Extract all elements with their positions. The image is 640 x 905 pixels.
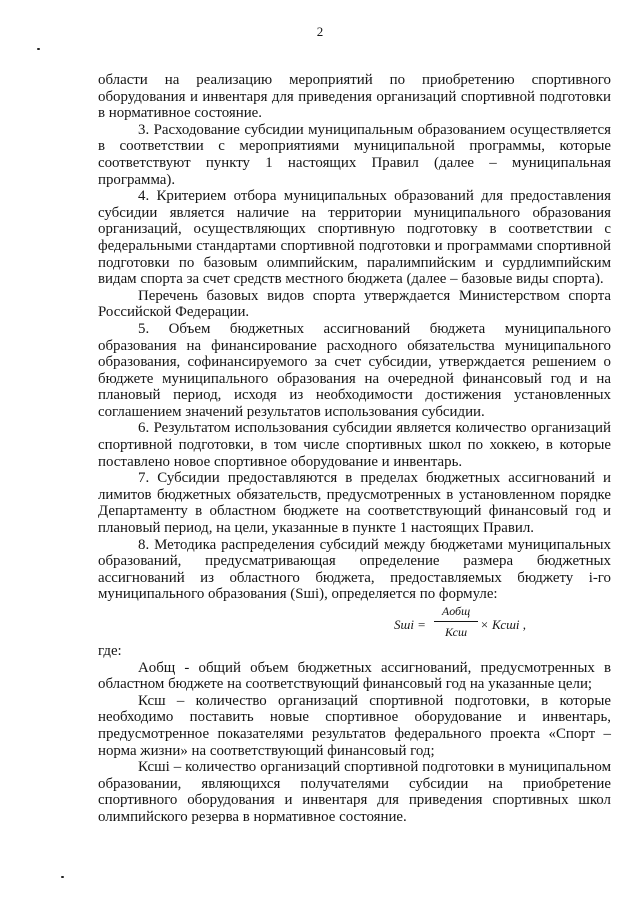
formula-fraction (434, 603, 478, 640)
paragraph-continuation: области на реализацию мероприятий по приобретению спортивного оборудования и инвентаря для приведения организаций спортивной подготовки в нормативное состояние. (98, 72, 611, 122)
definition-kshi: Ксшi – количество организаций спортивной подготовки в муниципальном образовании, являющихся получателями субсидии на приобретение спортивного оборудования и инвентаря для приведения спортивных школ олимпийского резерва в нормативное состояние. (98, 759, 611, 825)
paragraph-5: 5. Объем бюджетных ассигнований бюджета муниципального образования на финансирование расходного обязательства муниципального образования, софинансируемого за счет субсидии, утверждается решением о бюджете муниципального образования на очередной финансовый год и на плановый период, исходя из необходимости достижения установленных соглашением значений результатов использования субсидии. (98, 320, 611, 420)
document-body (98, 72, 611, 826)
fraction-bar (434, 621, 478, 622)
page-number: 2 (316, 24, 324, 39)
paragraph-6: 6. Результатом использования субсидии является количество организаций спортивной подготовки, в том числе спортивных школ по хоккею, в которые поставлено новое спортивное оборудование и инвентарь. (98, 420, 611, 470)
formula-rhs: × Ксшi , (480, 617, 527, 632)
definition-a-total: Aобщ - общий объем бюджетных ассигнований, предусмотренных в областном бюджете на соответствующий финансовый год на указанные цели; (98, 659, 611, 693)
paragraph-7: 7. Субсидии предоставляются в пределах бюджетных ассигнований и лимитов бюджетных обязательств, предусмотренных в установленном порядке Департаменту в областном бюджете на соответствующий финансовый год и плановый период, на цели, указанные в пункте 1 настоящих Правил. (98, 470, 611, 537)
where-label: где: (98, 643, 122, 659)
paragraph-8: 8. Методика распределения субсидий между бюджетами муниципальных образований, предусматривающая определение размера бюджетных ассигнований из областного бюджета, предоставляемых бюджету i-го муниципального образования (Sшi), определяется по формуле: (98, 536, 611, 603)
paragraph-4: 4. Критерием отбора муниципальных образований для предоставления субсидии является наличие на территории муниципального образования организаций, осуществляющих спортивную подготовку в соответствии с федеральными стандартами спортивной подготовки и программами спортивной подготовки по базовым олимпийским, паралимпийским и сурдлимпийским видам спорта за счет средств местного бюджета (далее – базовые виды спорта). (98, 188, 611, 288)
scan-speck (61, 876, 64, 878)
formula-lhs: Sшi = (394, 617, 426, 632)
definition-ksh: Ксш – количество организаций спортивной подготовки, в которые необходимо поставить новые спортивное оборудование и инвентарь, предусмотренное показателями результатов федерального проекта «Спорт – норма жизни» на соответствующий финансовый год; (98, 692, 611, 759)
formula (98, 603, 611, 643)
paragraph-4-list: Перечень базовых видов спорта утверждается Министерством спорта Российской Федерации. (98, 287, 611, 321)
formula-denominator: Ксш (444, 624, 468, 639)
scan-speck (37, 48, 40, 50)
formula-numerator: Aобщ (441, 604, 471, 618)
paragraph-3: 3. Расходование субсидии муниципальным образованием осуществляется в соответствии с мероприятиями муниципальной программы, которые соответствуют пункту 1 настоящих Правил (далее – муниципальная программа). (98, 121, 611, 188)
